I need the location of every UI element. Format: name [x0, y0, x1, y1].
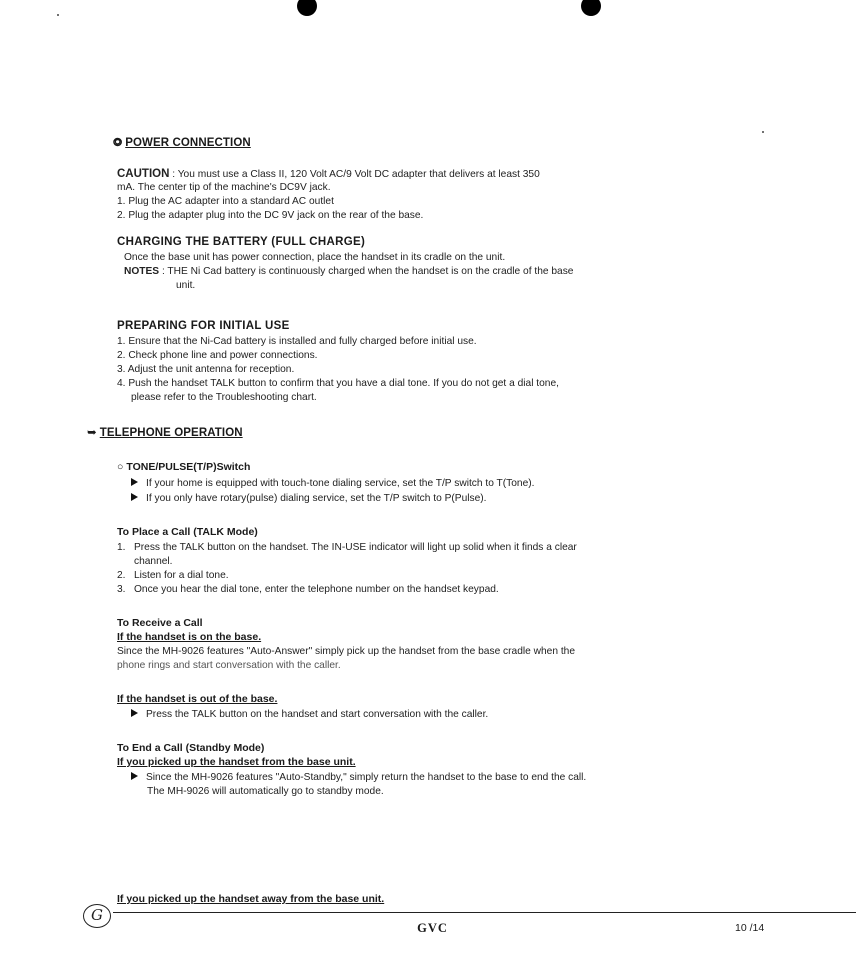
tone-item-1: If your home is equipped with touch-tone dialing service, set the T/P switch to T(Tone). — [131, 477, 534, 491]
preparing-item-3: 3. Adjust the unit antenna for reception. — [117, 364, 295, 375]
preparing-item-4: 4. Push the handset TALK button to confirm that you have a dial tone. If you do not get a dial tone, — [117, 378, 559, 389]
place-call-item-2: 2. Listen for a dial tone. — [117, 570, 229, 581]
end-call-sub-1: If you picked up the handset from the base unit. — [117, 756, 356, 768]
triangle-bullet-icon — [131, 709, 138, 717]
caution-label: CAUTION — [117, 168, 170, 180]
charging-heading: CHARGING THE BATTERY (FULL CHARGE) — [117, 236, 366, 248]
end-call-sub-2: If you picked up the handset away from the base unit. — [117, 893, 385, 905]
preparing-item-2: 2. Check phone line and power connections. — [117, 350, 318, 361]
power-heading: ⭗ POWER CONNECTION — [113, 137, 251, 149]
triangle-bullet-icon — [131, 493, 138, 501]
footer-brand: GVC — [417, 921, 448, 935]
footer-divider — [113, 912, 856, 913]
gvc-logo-icon: G — [83, 904, 111, 928]
scan-speck — [762, 131, 764, 133]
bullet-icon: ⭗ — [113, 137, 123, 149]
scan-speck — [57, 14, 59, 16]
tone-heading: ○ TONE/PULSE(T/P)Switch — [117, 461, 251, 473]
circle-bullet-icon: ○ — [117, 461, 124, 473]
place-call-item-1-cont: channel. — [117, 556, 173, 567]
arrow-bullet-icon: ➥ — [87, 427, 97, 439]
power-step-2: 2. Plug the adapter plug into the DC 9V jack on the rear of the base. — [117, 210, 424, 221]
charging-text: Once the base unit has power connection, place the handset in its cradle on the unit. — [124, 252, 506, 263]
punch-hole-left — [297, 0, 317, 16]
tone-item-2: If you only have rotary(pulse) dialing service, set the T/P switch to P(Pulse). — [131, 492, 487, 506]
end-call-text-2: The MH-9026 will automatically go to standby mode. — [147, 786, 384, 797]
receive-call-text-2: phone rings and start conversation with the caller. — [117, 660, 341, 671]
punch-hole-right — [581, 0, 601, 16]
receive-call-sub-1: If the handset is on the base. — [117, 631, 262, 643]
end-call-text-1: Since the MH-9026 features "Auto-Standby," simply return the handset to the base to end the call. — [131, 771, 586, 785]
receive-call-text-1: Since the MH-9026 features "Auto-Answer" simply pick up the handset from the base cradle when the — [117, 646, 575, 657]
end-call-heading: To End a Call (Standby Mode) — [117, 742, 265, 754]
power-step-1: 1. Plug the AC adapter into a standard AC outlet — [117, 196, 334, 207]
triangle-bullet-icon — [131, 478, 138, 486]
receive-call-sub-2: If the handset is out of the base. — [117, 693, 278, 705]
preparing-item-1: 1. Ensure that the Ni-Cad battery is installed and fully charged before initial use. — [117, 336, 477, 347]
place-call-item-1: 1. Press the TALK button on the handset. The IN-USE indicator will light up solid when it finds a clear — [117, 542, 577, 553]
place-call-item-3: 3. Once you hear the dial tone, enter the telephone number on the handset keypad. — [117, 584, 499, 595]
caution-text: : You must use a Class II, 120 Volt AC/9 Volt DC adapter that delivers at least 350 — [169, 169, 540, 180]
notes-text-2: unit. — [176, 280, 196, 291]
notes-label: NOTES — [124, 266, 160, 277]
caution-paragraph — [117, 167, 540, 182]
preparing-heading: PREPARING FOR INITIAL USE — [117, 320, 290, 332]
triangle-bullet-icon — [131, 772, 138, 780]
place-call-heading: To Place a Call (TALK Mode) — [117, 526, 258, 538]
page-number: 10 /14 — [735, 922, 765, 934]
preparing-item-4-cont: please refer to the Troubleshooting chart. — [131, 392, 317, 403]
receive-call-heading: To Receive a Call — [117, 617, 203, 629]
receive-call-text-3: Press the TALK button on the handset and start conversation with the caller. — [131, 708, 488, 722]
telephone-heading: ➥ TELEPHONE OPERATION — [87, 427, 243, 439]
notes-text: : THE Ni Cad battery is continuously charged when the handset is on the cradle of the base — [159, 266, 574, 277]
caution-text-2: mA. The center tip of the machine's DC9V jack. — [117, 182, 331, 193]
notes-paragraph — [124, 265, 573, 279]
